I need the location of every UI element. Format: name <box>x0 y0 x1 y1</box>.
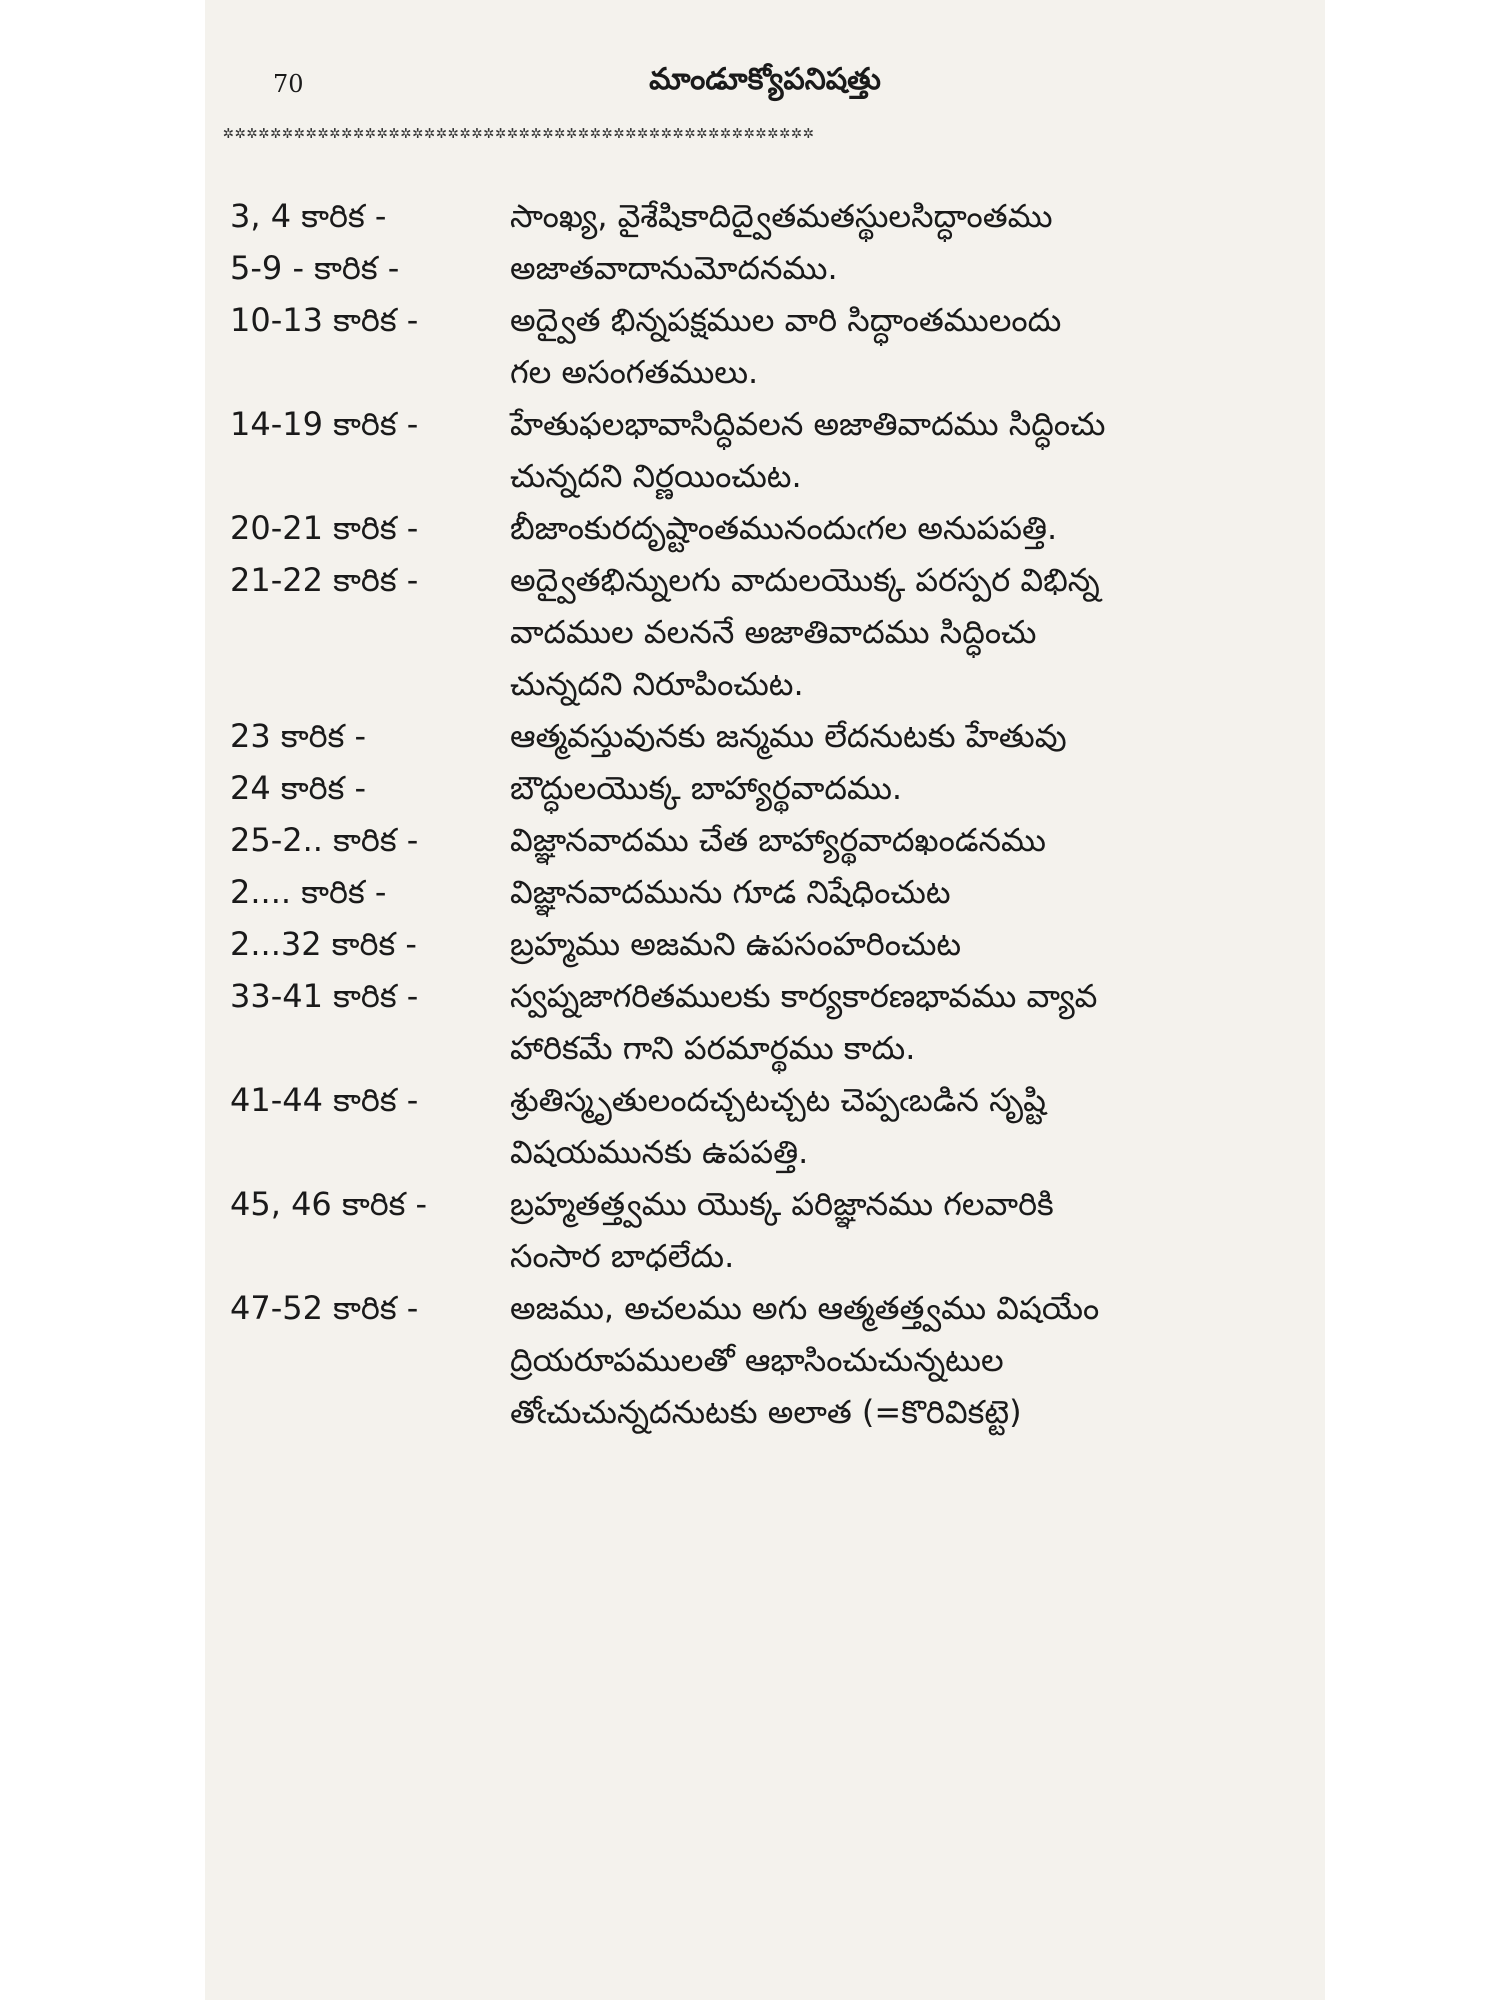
contents-entry <box>230 814 1325 866</box>
description-line: విషయమునకు ఉపపత్తి. <box>510 1133 809 1171</box>
description-line: గల అసంగతములు. <box>510 353 759 391</box>
description-line: సాంఖ్య, వైశేషికాదిద్వైతమతస్థులసిద్ధాంతము <box>510 197 1053 235</box>
description-line: విజ్ఞానవాదమును గూడ నిషేధించుట <box>510 873 951 911</box>
entry-description <box>510 190 1300 242</box>
entry-description <box>510 1282 1300 1438</box>
contents-list <box>230 190 1325 1438</box>
contents-entry <box>230 242 1325 294</box>
description-line: అద్వైతభిన్నులగు వాదులయొక్క పరస్పర విభిన్న <box>510 561 1100 599</box>
karika-range-label: 24 కారిక - <box>230 769 367 807</box>
description-line: బ్రహ్మము అజమని ఉపసంహరించుట <box>510 925 962 963</box>
entry-description <box>510 970 1300 1074</box>
entry-description <box>510 294 1300 398</box>
contents-entry <box>230 398 1325 502</box>
description-line: బౌద్ధులయొక్క బాహ్యార్థవాదము. <box>510 769 903 807</box>
karika-range-label: 2.... కారిక - <box>230 873 387 911</box>
karika-range-label: 47-52 కారిక - <box>230 1289 419 1327</box>
entry-description <box>510 502 1300 554</box>
contents-entry <box>230 502 1325 554</box>
description-line: అజము, అచలము అగు ఆత్మతత్త్వము విషయేం <box>510 1289 1100 1327</box>
contents-entry <box>230 762 1325 814</box>
contents-entry <box>230 866 1325 918</box>
description-line: అద్వైత భిన్నపక్షముల వారి సిద్ధాంతములందు <box>510 301 1062 339</box>
running-title: మాండూక్యోపనిషత్తు <box>649 62 881 97</box>
karika-range-label: 45, 46 కారిక - <box>230 1185 428 1223</box>
entry-description <box>510 918 1300 970</box>
contents-entry <box>230 918 1325 970</box>
entry-description <box>510 814 1300 866</box>
karika-range-label: 21-22 కారిక - <box>230 561 419 599</box>
page-header <box>205 62 1325 122</box>
entry-description <box>510 1074 1300 1178</box>
karika-range-label: 20-21 కారిక - <box>230 509 419 547</box>
contents-entry <box>230 1178 1325 1282</box>
description-line: వాదముల వలననే అజాతివాదము సిద్ధించు <box>510 613 1037 651</box>
karika-range-label: 5-9 - కారిక - <box>230 249 400 287</box>
entry-description <box>510 866 1300 918</box>
entry-description <box>510 398 1300 502</box>
entry-description <box>510 242 1300 294</box>
contents-entry <box>230 970 1325 1074</box>
page-number: 70 <box>273 70 304 98</box>
karika-range-label: 2...32 కారిక - <box>230 925 417 963</box>
entry-description <box>510 762 1300 814</box>
description-line: బీజాంకురదృష్టాంతమునందుఁగల అనుపపత్తి. <box>510 509 1058 547</box>
entry-description <box>510 554 1300 710</box>
contents-entry <box>230 1282 1325 1438</box>
entry-description <box>510 1178 1300 1282</box>
karika-range-label: 3, 4 కారిక - <box>230 197 387 235</box>
description-line: శ్రుతిస్మృతులందచ్చటచ్చట చెప్పఁబడిన సృష్టి <box>510 1081 1046 1119</box>
karika-range-label: 41-44 కారిక - <box>230 1081 419 1119</box>
description-line: హేతుఫలభావాసిద్ధివలన అజాతివాదము సిద్ధించు <box>510 405 1106 443</box>
description-line: స్వప్నజాగరితములకు కార్యకారణభావము వ్యావ <box>510 977 1098 1015</box>
entry-description <box>510 710 1300 762</box>
ornamental-rule: ✲✲✲✲✲✲✲✲✲✲✲✲✲✲✲✲✲✲✲✲✲✲✲✲✲✲✲✲✲✲✲✲✲✲✲✲✲✲✲✲✲✲✲✲✲✲✲✲✲✲ <box>223 122 815 143</box>
karika-range-label: 33-41 కారిక - <box>230 977 419 1015</box>
description-line: అజాతవాదానుమోదనము. <box>510 249 838 287</box>
contents-entry <box>230 1074 1325 1178</box>
karika-range-label: 14-19 కారిక - <box>230 405 419 443</box>
contents-entry <box>230 710 1325 762</box>
description-line: ఆత్మవస్తువునకు జన్మము లేదనుటకు హేతువు <box>510 717 1067 755</box>
description-line: హారికమే గాని పరమార్థము కాదు. <box>510 1029 916 1067</box>
description-line: బ్రహ్మతత్త్వము యొక్క పరిజ్ఞానము గలవారికి <box>510 1185 1054 1223</box>
description-line: ద్రియరూపములతో ఆభాసించుచున్నటుల <box>510 1341 1004 1379</box>
description-line: తోఁచుచున్నదనుటకు అలాత (=కొరివికట్టె) <box>510 1393 1022 1431</box>
description-line: సంసార బాధలేదు. <box>510 1237 735 1275</box>
contents-entry <box>230 294 1325 398</box>
karika-range-label: 25-2.. కారిక - <box>230 821 419 859</box>
description-line: చున్నదని నిర్ణయించుట. <box>510 457 802 495</box>
description-line: చున్నదని నిరూపించుట. <box>510 665 804 703</box>
karika-range-label: 23 కారిక - <box>230 717 367 755</box>
contents-entry <box>230 554 1325 710</box>
book-page <box>205 0 1325 2000</box>
description-line: విజ్ఞానవాదము చేత బాహ్యార్థవాదఖండనము <box>510 821 1046 859</box>
karika-range-label: 10-13 కారిక - <box>230 301 419 339</box>
contents-entry <box>230 190 1325 242</box>
